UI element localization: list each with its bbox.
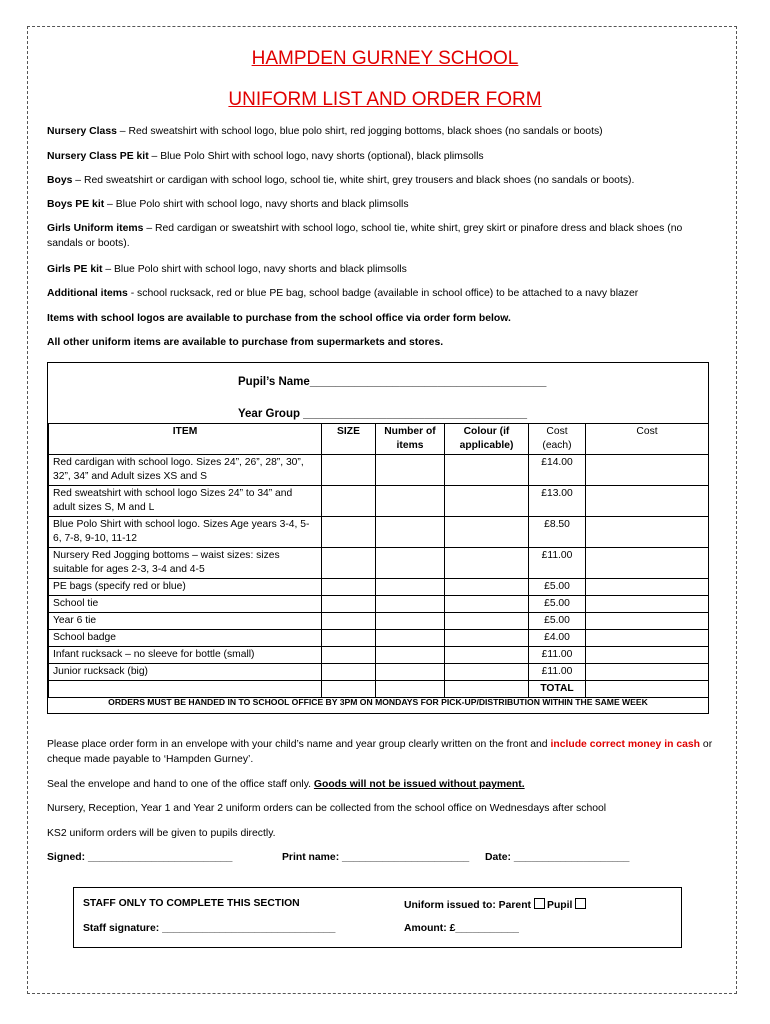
empty-cell — [376, 681, 445, 698]
logo-items-note: Items with school logos are available to purchase from the school office via order form below. — [47, 313, 511, 324]
unit-cost: £14.00 — [529, 455, 586, 486]
year-group-field[interactable]: Year Group ___________________________________ — [238, 408, 528, 420]
uniform-nursery-pe: Nursery Class PE kit – Blue Polo Shirt with school logo, navy shorts (optional), black plimsolls — [47, 151, 484, 162]
line-cost-cell[interactable] — [586, 517, 709, 548]
table-row — [49, 486, 709, 517]
quantity-cell[interactable] — [376, 596, 445, 613]
line-cost-cell[interactable] — [586, 548, 709, 579]
size-cell[interactable] — [322, 647, 376, 664]
table-row — [49, 517, 709, 548]
line-cost-cell[interactable] — [586, 486, 709, 517]
size-cell[interactable] — [322, 596, 376, 613]
col-cost-each: Cost (each) — [529, 424, 586, 455]
col-cost: Cost — [586, 424, 709, 455]
line-cost-cell[interactable] — [586, 579, 709, 596]
item-name: Blue Polo Shirt with school logo. Sizes Age years 3-4, 5-6, 7-8, 9-10, 11-12 — [49, 517, 322, 548]
table-row — [49, 664, 709, 681]
order-table — [48, 423, 709, 698]
colour-cell[interactable] — [445, 548, 529, 579]
collection-note: Nursery, Reception, Year 1 and Year 2 uniform orders can be collected from the school office on Wednesdays after school — [47, 803, 607, 814]
unit-cost: £11.00 — [529, 664, 586, 681]
pupil-label: Pupil — [547, 900, 573, 911]
colour-cell[interactable] — [445, 596, 529, 613]
school-name: HAMPDEN GURNEY SCHOOL — [251, 48, 519, 69]
uniform-issued-to — [404, 898, 588, 911]
line-cost-cell[interactable] — [586, 596, 709, 613]
colour-cell[interactable] — [445, 613, 529, 630]
uniform-additional: Additional items - school rucksack, red or blue PE bag, school badge (available in school office) to be attached to a navy blazer — [47, 288, 639, 299]
colour-cell[interactable] — [445, 517, 529, 548]
table-row — [49, 630, 709, 647]
line-cost-cell[interactable] — [586, 647, 709, 664]
size-cell[interactable] — [322, 630, 376, 647]
line-cost-cell[interactable] — [586, 455, 709, 486]
empty-cell — [49, 681, 322, 698]
parent-checkbox[interactable] — [534, 898, 545, 909]
colour-cell[interactable] — [445, 579, 529, 596]
size-cell[interactable] — [322, 548, 376, 579]
size-cell[interactable] — [322, 613, 376, 630]
size-cell[interactable] — [322, 664, 376, 681]
signed-field[interactable]: Signed: _________________________ — [47, 852, 233, 863]
size-cell[interactable] — [322, 486, 376, 517]
unit-cost: £5.00 — [529, 613, 586, 630]
line-cost-cell[interactable] — [586, 613, 709, 630]
table-row — [49, 579, 709, 596]
print-name-field[interactable]: Print name: ______________________ — [282, 852, 470, 863]
staff-signature-field[interactable]: Staff signature: ______________________________ — [83, 923, 336, 934]
date-field[interactable]: Date: ____________________ — [485, 852, 630, 863]
colour-cell[interactable] — [445, 486, 529, 517]
unit-cost: £5.00 — [529, 579, 586, 596]
table-row — [49, 548, 709, 579]
size-cell[interactable] — [322, 579, 376, 596]
orders-deadline: ORDERS MUST BE HANDED IN TO SCHOOL OFFICE BY 3PM ON MONDAYS FOR PICK-UP/DISTRIBUTION WITHIN THE SAME WEEK — [108, 697, 648, 707]
form-title: UNIFORM LIST AND ORDER FORM — [228, 89, 542, 110]
empty-cell — [322, 681, 376, 698]
quantity-cell[interactable] — [376, 548, 445, 579]
total-label: TOTAL — [529, 681, 586, 698]
colour-cell[interactable] — [445, 647, 529, 664]
item-name: School badge — [49, 630, 322, 647]
size-cell[interactable] — [322, 455, 376, 486]
item-name: Red cardigan with school logo. Sizes 24”, 26”, 28”, 30”, 32”, 34” and Adult sizes XS and S — [49, 455, 322, 486]
uniform-nursery: Nursery Class – Red sweatshirt with school logo, blue polo shirt, red jogging bottoms, black shoes (no sandals or boots) — [47, 126, 603, 137]
quantity-cell[interactable] — [376, 455, 445, 486]
table-header-row — [49, 424, 709, 455]
staff-section — [73, 887, 682, 948]
colour-cell[interactable] — [445, 664, 529, 681]
amount-field[interactable]: Amount: £___________ — [404, 923, 519, 934]
quantity-cell[interactable] — [376, 579, 445, 596]
table-row — [49, 455, 709, 486]
empty-cell — [445, 681, 529, 698]
unit-cost: £4.00 — [529, 630, 586, 647]
staff-heading: STAFF ONLY TO COMPLETE THIS SECTION — [83, 898, 300, 909]
uniform-boys: Boys – Red sweatshirt or cardigan with school logo, school tie, white shirt, grey trousers and black shoes (no sandals or boots). — [47, 175, 635, 186]
unit-cost: £11.00 — [529, 647, 586, 664]
quantity-cell[interactable] — [376, 486, 445, 517]
uniform-girls: Girls Uniform items – Red cardigan or sweatshirt with school logo, school tie, white shirt, grey skirt or pinafore dress and black shoes (no sandals or boots). — [47, 223, 683, 249]
item-name: Infant rucksack – no sleeve for bottle (small) — [49, 647, 322, 664]
size-cell[interactable] — [322, 517, 376, 548]
unit-cost: £13.00 — [529, 486, 586, 517]
quantity-cell[interactable] — [376, 630, 445, 647]
unit-cost: £5.00 — [529, 596, 586, 613]
line-cost-cell[interactable] — [586, 664, 709, 681]
col-colour: Colour (if applicable) — [445, 424, 529, 455]
item-name: PE bags (specify red or blue) — [49, 579, 322, 596]
table-row — [49, 647, 709, 664]
ks2-note: KS2 uniform orders will be given to pupils directly. — [47, 828, 276, 839]
col-number: Number of items — [376, 424, 445, 455]
pupil-checkbox[interactable] — [575, 898, 586, 909]
col-item: ITEM — [49, 424, 322, 455]
col-size: SIZE — [322, 424, 376, 455]
uniform-boys-pe: Boys PE kit – Blue Polo shirt with school logo, navy shorts and black plimsolls — [47, 199, 409, 210]
quantity-cell[interactable] — [376, 647, 445, 664]
item-name: School tie — [49, 596, 322, 613]
item-name: Nursery Red Jogging bottoms – waist sizes: sizes suitable for ages 2-3, 3-4 and 4-5 — [49, 548, 322, 579]
colour-cell[interactable] — [445, 455, 529, 486]
uniform-girls-pe: Girls PE kit – Blue Polo shirt with school logo, navy shorts and black plimsolls — [47, 264, 407, 275]
seal-instructions: Seal the envelope and hand to one of the office staff only. Goods will not be issued without payment. — [47, 779, 525, 790]
other-items-note: All other uniform items are available to purchase from supermarkets and stores. — [47, 337, 444, 348]
item-name: Red sweatshirt with school logo Sizes 24” to 34” and adult sizes S, M and L — [49, 486, 322, 517]
total-row — [49, 681, 709, 698]
line-cost-cell[interactable] — [586, 630, 709, 647]
table-row — [49, 596, 709, 613]
quantity-cell[interactable] — [376, 613, 445, 630]
pupil-name-field[interactable]: Pupil’s Name_____________________________________ — [238, 376, 547, 388]
total-cost-cell[interactable] — [586, 681, 709, 698]
quantity-cell[interactable] — [376, 517, 445, 548]
issued-to-label: Uniform issued to: Parent — [404, 900, 532, 911]
item-name: Junior rucksack (big) — [49, 664, 322, 681]
table-row — [49, 613, 709, 630]
item-name: Year 6 tie — [49, 613, 322, 630]
colour-cell[interactable] — [445, 630, 529, 647]
envelope-instructions: Please place order form in an envelope with your child’s name and year group clearly written on the front and include correct money in cash or cheque made payable to ‘Hampden Gurney’. — [47, 739, 713, 765]
quantity-cell[interactable] — [376, 664, 445, 681]
unit-cost: £8.50 — [529, 517, 586, 548]
unit-cost: £11.00 — [529, 548, 586, 579]
